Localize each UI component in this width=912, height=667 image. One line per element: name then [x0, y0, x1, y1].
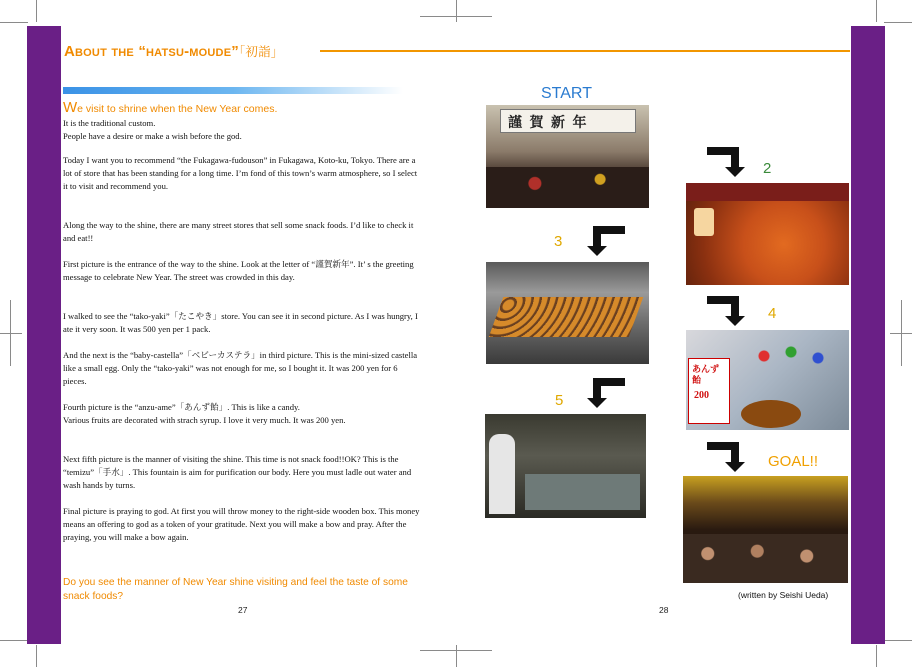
lead-text: e visit to shrine when the New Year comes.: [77, 103, 278, 115]
paragraph-5: I walked to see the “tako-yaki”「たこやき」store. You can see it in second picture. As I was hungry, I ate it very soon. It was 500 yen per 1 pack.: [63, 311, 418, 334]
photo-shrine-entrance: [486, 105, 649, 208]
paragraph-1: It is the traditional custom. People have a desire or make a wish before the god.: [63, 118, 242, 141]
crop-mark: [884, 22, 912, 23]
step-2-label: 2: [763, 160, 772, 177]
paragraph-2: Today I want you to recommend “the Fukagawa-fudouson” in Fukagawa, Koto-ku, Tokyo. There are a lot of store that has been standing for a long time. I’m fond of this town’s warm atmosphere, so I select it to visit and recommend you.: [63, 155, 418, 191]
grill-pan: [686, 183, 849, 201]
person-white: [489, 434, 515, 514]
page-title-text: About the “hatsu-moude”: [64, 43, 239, 60]
page-number-left: 27: [238, 605, 248, 615]
paragraph-9: Final picture is praying to god. At first you will throw money to the right-side wooden box. This money means an offering to god as a token of your gratitude. Next you will make a bow and pray. After the praying, you will make a bow again.: [63, 506, 420, 542]
photo-temizu: [485, 414, 646, 518]
page-title-jp: 「初詣」: [238, 45, 284, 59]
registration-mark: [456, 0, 457, 22]
crop-mark: [876, 645, 877, 667]
arrow-left-down-icon: [583, 224, 627, 258]
registration-mark: [456, 645, 457, 667]
cup: [694, 208, 714, 236]
arrow-left-down-icon: [583, 376, 627, 410]
arrow-right-down-icon: [705, 145, 749, 179]
water-basin: [525, 474, 640, 510]
goal-label: GOAL!!: [768, 453, 819, 470]
crowd: [486, 167, 649, 208]
crop-mark: [884, 640, 912, 641]
photo-praying: [683, 476, 848, 583]
page-title: [64, 42, 284, 60]
crop-mark: [0, 640, 28, 641]
lead-drop-letter: W: [63, 99, 78, 116]
price-sign-price: 200: [694, 390, 709, 401]
arrow-right-down-icon: [705, 294, 749, 328]
step-5-label: 5: [555, 392, 564, 409]
paragraph-6: And the next is the “baby-castella”「ベビーカステラ」in third picture. This is the mini-sized castella like a small egg. Only the “tako-yaki” was not enough for me, so I bought it. It was 200 yen for 6 pieces.: [63, 350, 418, 386]
photo-baby-castella: [486, 262, 649, 364]
candy-fruits: [746, 336, 836, 376]
crop-mark: [876, 0, 877, 22]
crop-mark: [0, 22, 28, 23]
registration-mark: [901, 300, 902, 366]
step-3-label: 3: [554, 233, 563, 250]
registration-mark: [0, 333, 22, 334]
header-rule: [320, 50, 850, 52]
page-number-right: 28: [659, 605, 669, 615]
left-spine-bar: [27, 26, 61, 644]
start-label: START: [541, 85, 592, 102]
castella-mold: [489, 297, 644, 337]
arrow-right-down-icon: [705, 440, 749, 474]
paragraph-7: Fourth picture is the “anzu-ame”「あんず飴」. This is like a candy. Various fruits are decorated with strach syrup. I love it very much. It was 200 yen.: [63, 402, 346, 425]
step-4-label: 4: [768, 305, 777, 322]
paragraph-3: Along the way to the shine, there are many street stores that sell some snack foods. I’d like to check it and eat!!: [63, 220, 414, 243]
banner-sign-text: 謹 賀 新 年: [508, 116, 589, 131]
crop-mark: [36, 645, 37, 667]
author-credit: (written by Seishi Ueda): [738, 590, 829, 600]
gradient-bar: [63, 87, 403, 94]
price-sign-text: あんず飴: [692, 364, 720, 385]
paragraph-8: Next fifth picture is the manner of visiting the shine. This time is not snack food!!OK? This is the “temizu”「手水」. This fountain is aim for purification our body. Here you must ladle out water and wash hands by turns.: [63, 454, 412, 490]
photo-takoyaki: [686, 183, 849, 285]
right-spine-bar: [851, 26, 885, 644]
paragraph-4: First picture is the entrance of the way to the shine. Look at the letter of “謹賀新年”. It’ s the greeting message to celebrate New Year. The street was crowded in this day.: [63, 259, 414, 282]
lead-sentence: [63, 99, 277, 116]
syrup-bowl: [741, 400, 801, 428]
closing-question: Do you see the manner of New Year shine visiting and feel the taste of some snack foods?: [63, 577, 408, 602]
registration-mark: [10, 300, 11, 366]
crowd-praying: [683, 534, 848, 583]
crop-mark: [36, 0, 37, 22]
photo-anzu-ame: [686, 330, 849, 430]
